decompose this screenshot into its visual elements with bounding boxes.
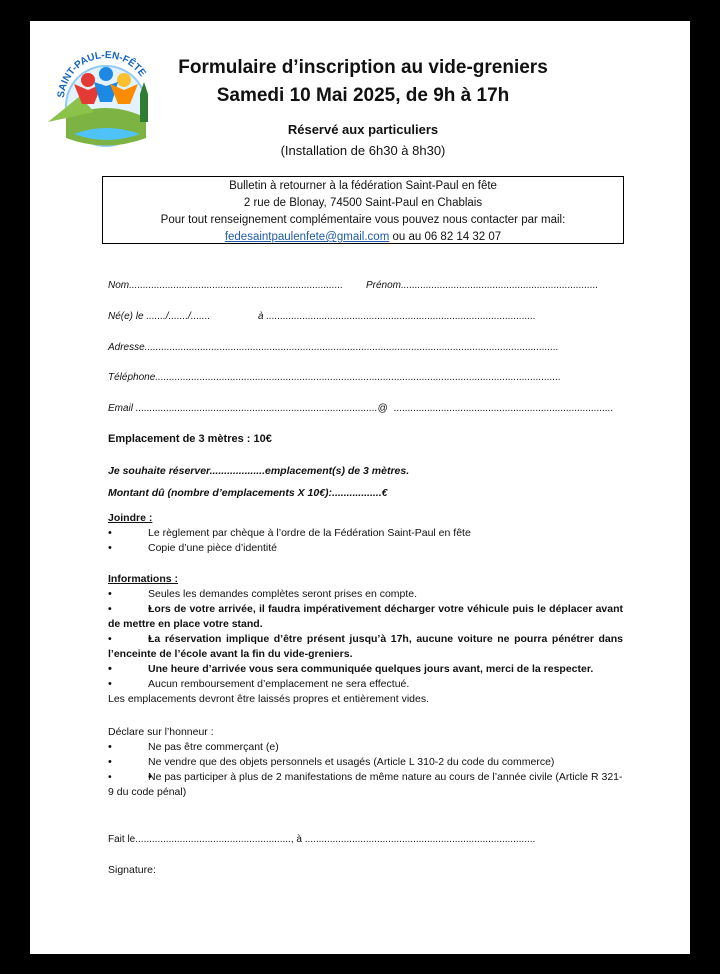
joindre-item: • Le règlement par chèque à l’ordre de la Fédération Saint-Paul en fête	[108, 526, 623, 541]
reservation-field[interactable]: Je souhaite réserver...................emplacement(s) de 3 mètres.	[108, 465, 410, 477]
installation-time: (Installation de 6h30 à 8h30)	[280, 143, 446, 158]
info-item: • • Lors de votre arrivée, il faudra impérativement décharger votre véhicule puis le déplacer avant de mettre en place votre stand.	[108, 602, 623, 632]
info-item: • Une heure d’arrivée vous sera communiquée quelques jours avant, merci de la respecter.	[108, 662, 623, 677]
declaration-item: • Ne pas être commerçant (e)	[108, 740, 623, 755]
contact-line-2: 2 rue de Blonay, 74500 Saint-Paul en Chablais	[243, 197, 483, 209]
email-field-left[interactable]: Email .......................................................................................@	[108, 403, 388, 414]
joindre-heading: Joindre :	[108, 512, 153, 524]
email-link[interactable]: fedesaintpaulenfete@gmail.com	[224, 231, 390, 243]
informations-heading: Informations :	[108, 573, 178, 585]
contact-box	[102, 176, 624, 244]
declaration-item: • Ne vendre que des objets personnels et usagés (Article L 310-2 du code du commerce)	[108, 755, 623, 770]
joindre-item: • Copie d’une pièce d’identité	[108, 541, 623, 556]
amount-field[interactable]: Montant dû (nombre d’emplacements X 10€):.................€	[108, 487, 388, 499]
info-item: • • La réservation implique d’être présent jusqu’à 17h, aucune voiture ne pourra pénétrer dans l’enceinte de l’école avant la fin du vide-greniers.	[108, 632, 623, 662]
contact-line-4	[103, 229, 623, 246]
form-title: Formulaire d’inscription au vide-greniers	[178, 57, 548, 78]
emplacement-price: Emplacement de 3 mètres : 10€	[108, 433, 272, 445]
informations-footer: Les emplacements devront être laissés propres et entièrement vides.	[108, 693, 429, 705]
event-date: Samedi 10 Mai 2025, de 9h à 17h	[216, 85, 510, 106]
info-item: • Aucun remboursement d’emplacement ne sera effectué.	[108, 677, 623, 692]
informations-section	[108, 572, 623, 707]
contact-line-1: Bulletin à retourner à la fédération Saint-Paul en fête	[229, 180, 497, 192]
prenom-field[interactable]: Prénom.......................................................................	[366, 280, 599, 291]
date-place-field[interactable]: Fait le........................................................, à ...................................................................................	[108, 834, 536, 845]
declaration-section	[108, 725, 623, 800]
signature-label: Signature:	[108, 864, 156, 876]
declaration-item: • • Ne pas participer à plus de 2 manifestations de même nature au cours de l’année civile (Article R 321-9 du code pénal)	[108, 770, 623, 800]
address-field[interactable]: Adresse.....................................................................................................................................................	[108, 342, 559, 353]
declaration-heading: Déclare sur l’honneur :	[108, 726, 214, 738]
birthplace-field[interactable]: à .................................................................................................	[258, 311, 536, 322]
logo-text: SAINT-PAUL-EN-FÊTE	[55, 49, 148, 99]
email-field-right[interactable]: ...............................................................................	[394, 403, 614, 414]
contact-line-3: Pour tout renseignement complémentaire vous pouvez nous contacter par mail:	[160, 214, 566, 226]
phone-field[interactable]: Téléphone..................................................................................................................................................	[108, 372, 561, 383]
phone-text: ou au 06 82 14 32 07	[389, 231, 502, 243]
nom-field[interactable]: Nom.............................................................................	[108, 280, 344, 291]
birthdate-field[interactable]: Né(e) le ......./......./.......	[108, 311, 211, 322]
audience-note: Réservé aux particuliers	[287, 122, 439, 137]
info-item: • Seules les demandes complètes seront prises en compte.	[108, 587, 623, 602]
joindre-section	[108, 511, 623, 556]
